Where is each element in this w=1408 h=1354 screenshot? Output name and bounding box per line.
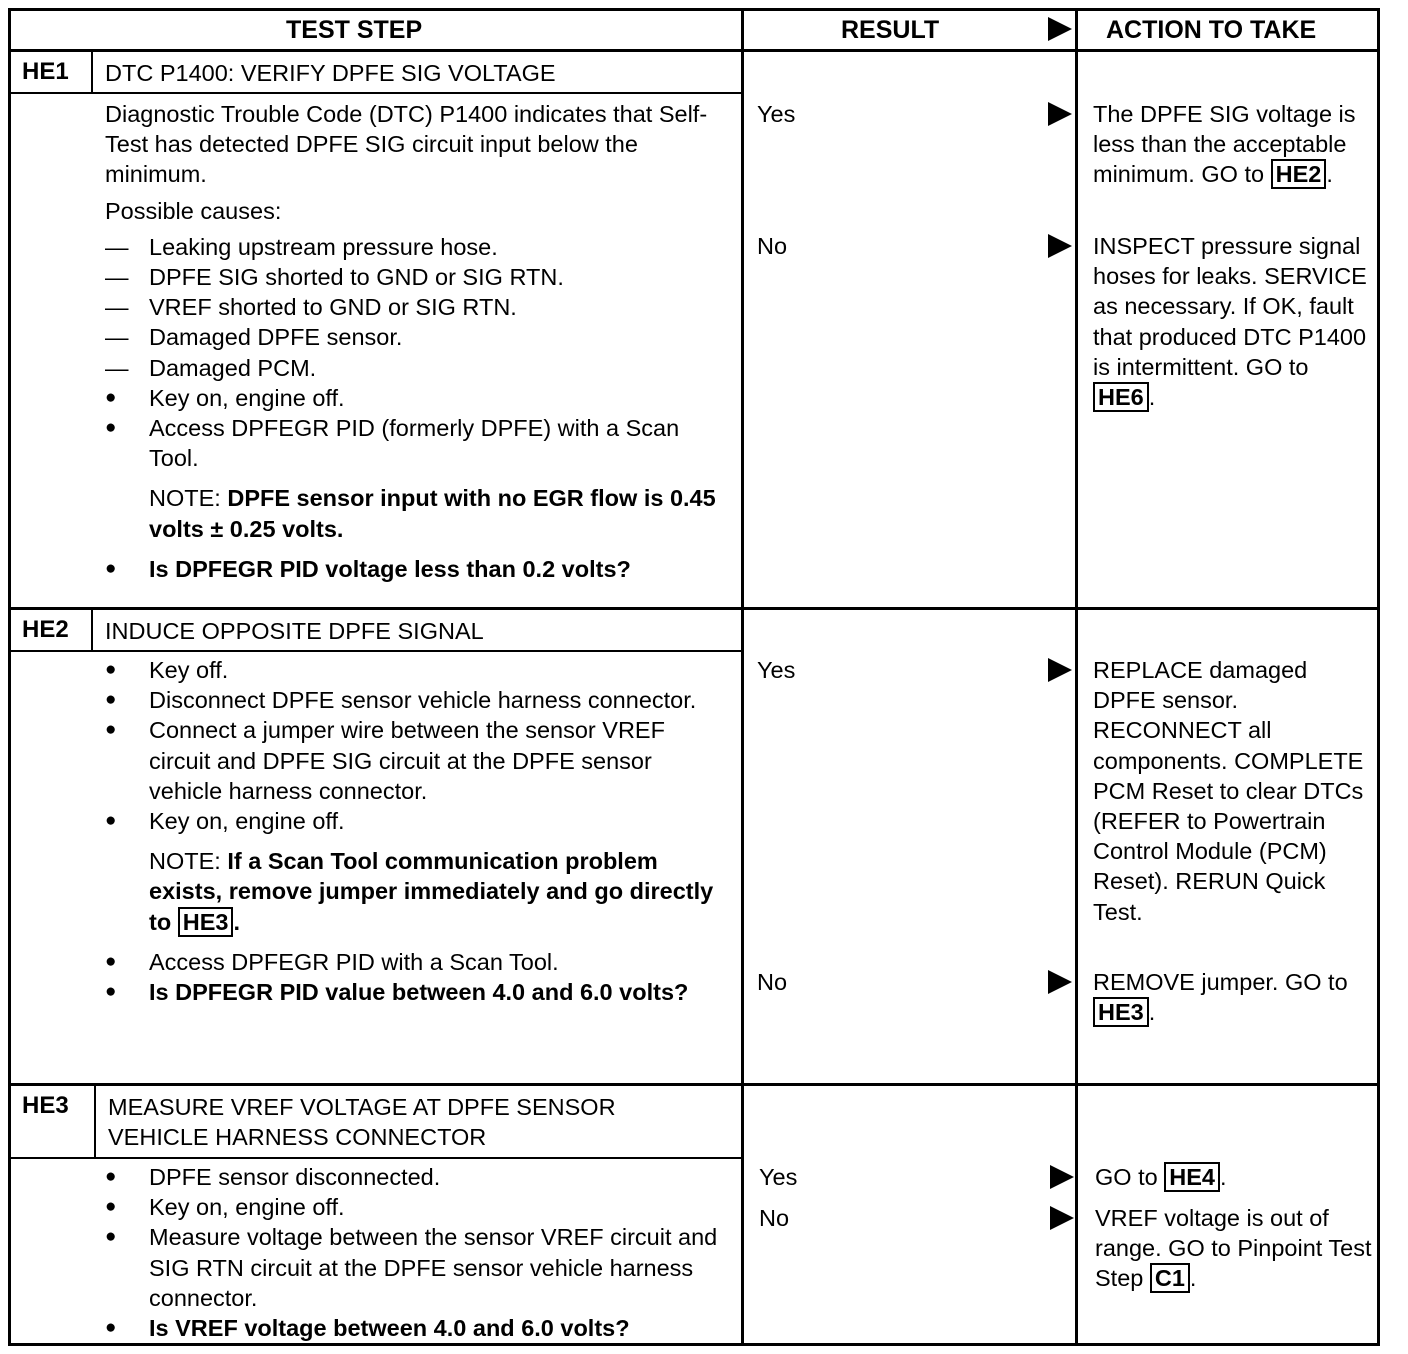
he1-no-label: No [757, 233, 788, 259]
he3-question: ● Is VREF voltage between 4.0 and 6.0 volts? [105, 1313, 727, 1343]
he2-no-action-text: REMOVE jumper. GO to [1093, 969, 1348, 995]
list-item: ● Key off. [105, 655, 727, 685]
he2-question: ● Is DPFEGR PID value between 4.0 and 6.0 volts? [105, 977, 727, 1007]
border-top [8, 8, 1380, 11]
he3-step-id: HE3 [22, 1092, 69, 1119]
he2-yes-label: Yes [757, 657, 796, 683]
he1-causes-label: Possible causes: [105, 197, 282, 224]
list-item: ● Access DPFEGR PID (formerly DPFE) with a Scan Tool. [105, 413, 727, 473]
he2-note: NOTE: If a Scan Tool communication problem exists, remove jumper immediately and go directly to HE3 . [149, 848, 714, 935]
he2-id-divider [91, 607, 93, 651]
he2-note-label: NOTE: [149, 848, 221, 875]
he3-title-rule [8, 1157, 741, 1159]
he3-no-ref: C1 [1150, 1263, 1190, 1293]
he1-title-rule [8, 92, 741, 94]
he1-content [105, 99, 727, 584]
he3-yes-label: Yes [759, 1164, 798, 1190]
list-item: ● Disconnect DPFE sensor vehicle harness connector. [105, 685, 727, 715]
header-bottom-rule [8, 49, 1380, 52]
he2-no-label: No [757, 969, 788, 995]
he3-yes-arrow-icon [1050, 1165, 1074, 1189]
border-right [1377, 8, 1380, 1346]
divider-action [1075, 8, 1078, 1346]
list-item: — Damaged DPFE sensor. [105, 322, 727, 352]
he1-note-text: DPFE sensor input with no EGR flow is 0.45 volts ± 0.25 volts. [149, 485, 716, 542]
he1-question-list [105, 554, 727, 584]
list-item: ● Key on, engine off. [105, 1192, 727, 1222]
he3-no-action-text: VREF voltage is out of range. GO to Pinpoint Test Step [1095, 1205, 1372, 1292]
he1-causes-list [105, 232, 727, 474]
he2-no-action: REMOVE jumper. GO to HE3 . [1093, 969, 1348, 1026]
list-item: — DPFE SIG shorted to GND or SIG RTN. [105, 262, 727, 292]
he2-step-id: HE2 [22, 616, 69, 643]
he1-question: ● Is DPFEGR PID voltage less than 0.2 volts? [105, 554, 727, 584]
he2-steps-b [105, 947, 727, 1007]
list-item: ● Measure voltage between the sensor VREF circuit and SIG RTN circuit at the DPFE sensor vehicle harness connector. [105, 1222, 727, 1313]
he3-yes-ref: HE4 [1164, 1162, 1220, 1192]
he1-yes-action: The DPFE SIG voltage is less than the acceptable minimum. GO to HE2 . [1093, 101, 1356, 188]
he2-title-rule [8, 650, 741, 652]
list-item: ● Connect a jumper wire between the sensor VREF circuit and DPFE SIG circuit at the DPFE sensor vehicle harness connector. [105, 715, 727, 806]
he2-note-text: If a Scan Tool communication problem exists, remove jumper immediately and go directly to [149, 848, 714, 935]
list-item: ● Key on, engine off. [105, 383, 727, 413]
list-item: — Leaking upstream pressure hose. [105, 232, 727, 262]
border-bottom [8, 1343, 1380, 1346]
he1-no-action: INSPECT pressure signal hoses for leaks. SERVICE as necessary. If OK, fault that produced DTC P1400 is intermittent. GO to HE6 . [1093, 233, 1367, 411]
he2-no-ref: HE3 [1093, 997, 1149, 1027]
he1-intro: Diagnostic Trouble Code (DTC) P1400 indicates that Self-Test has detected DPFE SIG circuit input below the minimum. [105, 101, 708, 188]
he1-yes-label: Yes [757, 101, 796, 127]
he2-note-ref: HE3 [178, 907, 234, 937]
he3-step-title [108, 1092, 616, 1152]
diagnostic-table [8, 8, 1380, 1346]
he2-no-arrow-icon [1048, 970, 1072, 994]
he3-yes-action-text: GO to [1095, 1164, 1158, 1190]
header-result: RESULT [841, 16, 940, 44]
he1-note-label: NOTE: [149, 485, 221, 512]
he1-step-title: DTC P1400: VERIFY DPFE SIG VOLTAGE [105, 60, 556, 86]
he3-yes-action: GO to HE4 . [1095, 1164, 1227, 1190]
divider-result [741, 8, 744, 1346]
he2-step-title: INDUCE OPPOSITE DPFE SIGNAL [105, 618, 484, 644]
list-item: ● Key on, engine off. [105, 806, 727, 836]
list-item: — Damaged PCM. [105, 353, 727, 383]
he2-content [105, 655, 727, 1007]
he2-bottom-rule [8, 1083, 1380, 1086]
header-test-step: TEST STEP [286, 16, 423, 44]
he1-bottom-rule [8, 607, 1380, 610]
he3-content [105, 1162, 727, 1343]
he3-id-divider [94, 1083, 96, 1158]
he1-step-id: HE1 [22, 58, 69, 85]
header-action: ACTION TO TAKE [1106, 16, 1317, 44]
he1-note [105, 483, 727, 543]
he3-no-arrow-icon [1050, 1206, 1074, 1230]
list-item: ● Access DPFEGR PID with a Scan Tool. [105, 947, 727, 977]
he3-no-action: VREF voltage is out of range. GO to Pinpoint Test Step C1 . [1095, 1205, 1372, 1292]
he2-steps-a [105, 655, 727, 836]
he3-title-line2: VEHICLE HARNESS CONNECTOR [108, 1124, 487, 1150]
he2-yes-action: REPLACE damaged DPFE sensor. RECONNECT all components. COMPLETE PCM Reset to clear DTCs (REFER to Powertrain Control Module (PCM) Reset). RERUN Quick Test. [1093, 657, 1364, 925]
he1-id-divider [91, 49, 93, 93]
he3-title-line1: MEASURE VREF VOLTAGE AT DPFE SENSOR [108, 1094, 616, 1120]
header-arrow-icon [1048, 17, 1072, 41]
border-left [8, 8, 11, 1346]
he1-no-ref: HE6 [1093, 382, 1149, 412]
he1-yes-arrow-icon [1048, 102, 1072, 126]
he1-yes-action-text: The DPFE SIG voltage is less than the acceptable minimum. GO to [1093, 101, 1356, 188]
he3-no-label: No [759, 1205, 790, 1231]
he1-no-action-text: INSPECT pressure signal hoses for leaks. SERVICE as necessary. If OK, fault that produced DTC P1400 is intermittent. GO to [1093, 233, 1367, 380]
he1-no-arrow-icon [1048, 234, 1072, 258]
he1-yes-ref: HE2 [1271, 159, 1327, 189]
he2-yes-arrow-icon [1048, 658, 1072, 682]
list-item: ● DPFE sensor disconnected. [105, 1162, 727, 1192]
list-item: — VREF shorted to GND or SIG RTN. [105, 292, 727, 322]
he3-steps [105, 1162, 727, 1343]
